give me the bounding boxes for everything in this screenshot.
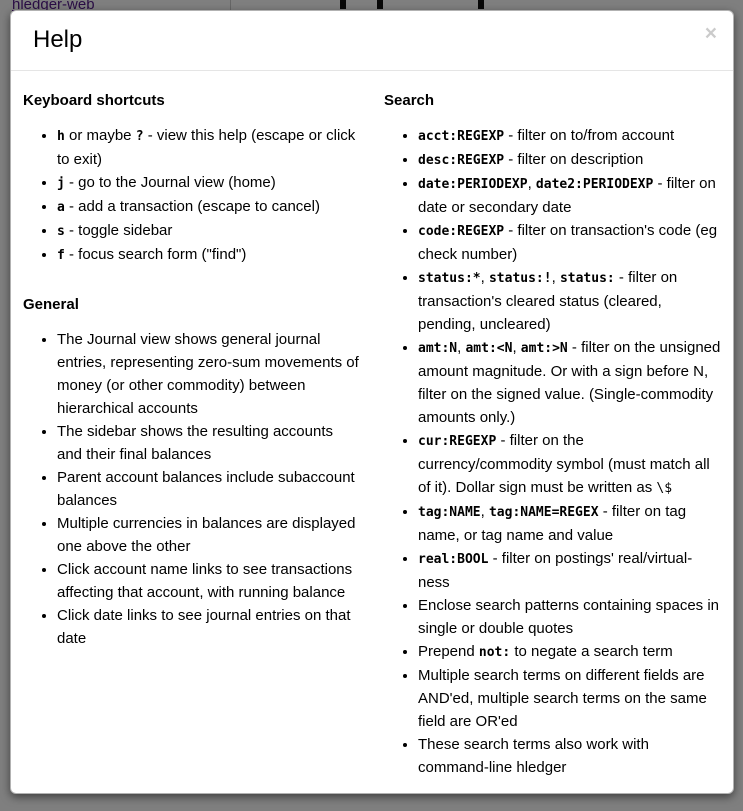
- section-heading: Search: [384, 92, 435, 109]
- code-span: ?: [135, 129, 144, 144]
- help-list-item: • Multiple search terms on different fields are AND'ed, multiple search terms on the same field are OR'ed: [418, 664, 721, 733]
- help-list: [23, 124, 360, 267]
- help-list-item: • Click account name links to see transactions affecting that account, with running balance: [57, 558, 360, 604]
- modal-header: [11, 11, 733, 71]
- help-modal: [10, 10, 734, 794]
- code-span: j: [57, 176, 65, 191]
- help-list-item: • f - focus search form ("find"): [57, 243, 360, 267]
- help-column-right: [372, 87, 733, 794]
- help-list-item: • Parent account balances include subaccount balances: [57, 466, 360, 512]
- help-list-item: • h or maybe ? - view this help (escape or click to exit): [57, 124, 360, 171]
- section-heading: General: [23, 296, 79, 313]
- help-list-item: • Prepend not: to negate a search term: [418, 640, 721, 664]
- code-span: \$: [656, 481, 673, 496]
- help-list-item: • The sidebar shows the resulting accounts and their final balances: [57, 420, 360, 466]
- help-list-item: • These search terms also work with command-line hledger: [418, 733, 721, 779]
- help-list-item: • real:BOOL - filter on postings' real/virtual-ness: [418, 547, 721, 594]
- help-list-item: • cur:REGEXP - filter on the currency/commodity symbol (must match all of it). Dollar sign must be written as \$: [418, 429, 721, 500]
- help-list-item: • s - toggle sidebar: [57, 219, 360, 243]
- code-span: f: [57, 248, 65, 263]
- help-list-item: • code:REGEXP - filter on transaction's code (eg check number): [418, 219, 721, 266]
- help-list-item: • Enclose search patterns containing spaces in single or double quotes: [418, 594, 721, 640]
- code-span: amt:>N: [520, 341, 568, 356]
- help-list-item: • tag:NAME, tag:NAME=REGEX - filter on tag name, or tag name and value: [418, 500, 721, 547]
- help-column-left: [11, 87, 372, 794]
- code-span: s: [57, 224, 65, 239]
- code-span: date2:PERIODEXP: [535, 177, 654, 192]
- modal-body: [11, 71, 733, 794]
- help-list-item: • desc:REGEXP - filter on description: [418, 148, 721, 172]
- code-span: amt:N: [418, 341, 458, 356]
- code-span: cur:REGEXP: [418, 434, 497, 449]
- code-span: date:PERIODEXP: [418, 177, 528, 192]
- code-span: code:REGEXP: [418, 224, 505, 239]
- help-list-item: • a - add a transaction (escape to cancel): [57, 195, 360, 219]
- help-list: [23, 328, 360, 650]
- section-heading: Keyboard shortcuts: [23, 92, 165, 109]
- modal-title: Help: [33, 26, 83, 53]
- help-list-item: • status:*, status:!, status: - filter on transaction's cleared status (cleared, pending, uncleared): [418, 266, 721, 336]
- code-span: acct:REGEXP: [418, 129, 505, 144]
- code-span: not:: [478, 645, 511, 660]
- help-list-item: • date:PERIODEXP, date2:PERIODEXP - filter on date or secondary date: [418, 172, 721, 219]
- code-span: h: [57, 129, 65, 144]
- help-list-item: • Click date links to see journal entries on that date: [57, 604, 360, 650]
- help-list-item: • j - go to the Journal view (home): [57, 171, 360, 195]
- code-span: real:BOOL: [418, 552, 489, 567]
- help-list-item: • acct:REGEXP - filter on to/from account: [418, 124, 721, 148]
- code-span: status:!: [488, 271, 552, 286]
- help-list-item: • Multiple currencies in balances are displayed one above the other: [57, 512, 360, 558]
- code-span: tag:NAME: [418, 505, 481, 520]
- code-span: status:*: [418, 271, 481, 286]
- code-span: status:: [559, 271, 615, 286]
- code-span: amt:<N: [465, 341, 513, 356]
- code-span: a: [57, 200, 65, 215]
- help-list-item: • amt:N, amt:<N, amt:>N - filter on the unsigned amount magnitude. Or with a sign before N, filter on the signed value. (Single-commodity amounts only.): [418, 336, 721, 429]
- help-list: [384, 124, 721, 779]
- code-span: tag:NAME=REGEX: [488, 505, 599, 520]
- help-list-item: • The Journal view shows general journal entries, representing zero-sum movements of money (or other commodity) between hierarchical accounts: [57, 328, 360, 420]
- close-icon[interactable]: ×: [704, 22, 717, 45]
- code-span: desc:REGEXP: [418, 153, 505, 168]
